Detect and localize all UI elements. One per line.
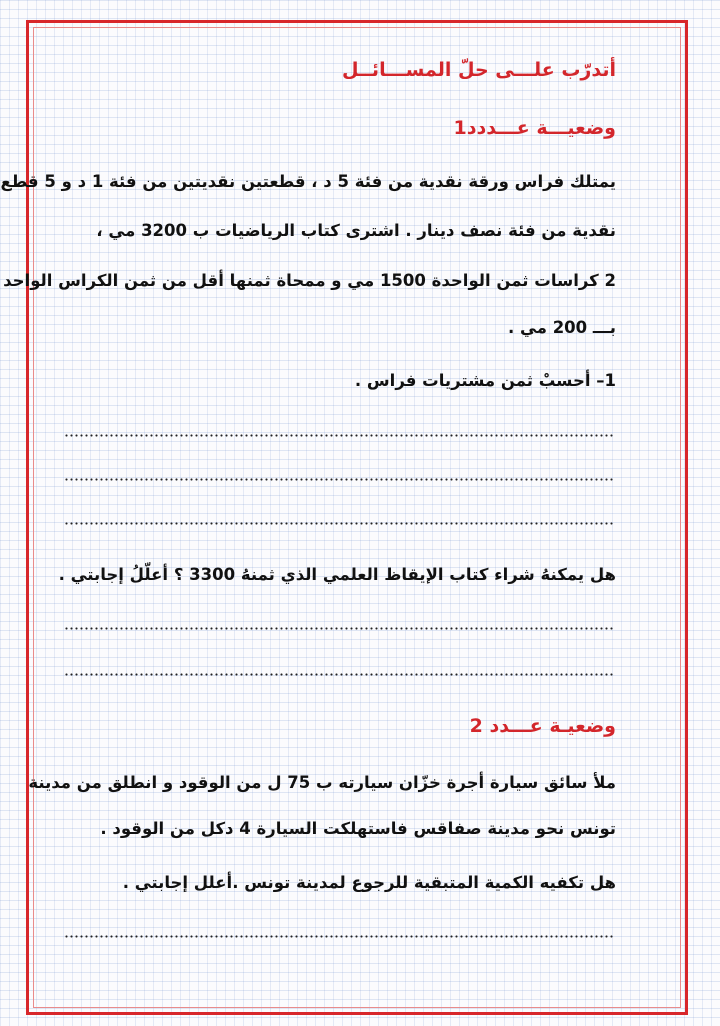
answer-line	[64, 478, 615, 481]
situation-2-line-1: ملأ سائق سيارة أجرة خزّان سيارته ب 75 ل من الوقود و انطلق من مدينة	[28, 773, 616, 792]
situation-1-line-4: بـــ 200 مي .	[508, 318, 616, 337]
situation-1-question-1: 1– أحسبْ ثمن مشتريات فراس .	[354, 371, 616, 390]
situation-1-line-3: 2 كراسات ثمن الواحدة 1500 مي و ممحاة ثمنها أقل من ثمن الكراس الواحد	[3, 271, 616, 290]
answer-line	[64, 935, 615, 938]
situation-1-title: وضعيـــة عـــددد1	[453, 117, 616, 139]
situation-2-title: وضعيـة عـــدد 2	[469, 715, 616, 737]
answer-line	[64, 627, 615, 630]
situation-2-line-2: تونس نحو مدينة صفاقس فاستهلكت السيارة 4 دكل من الوقود .	[100, 819, 616, 838]
answer-line	[64, 673, 615, 676]
answer-line	[64, 434, 615, 437]
situation-2-question: هل تكفيه الكمية المتبقية للرجوع لمدينة تونس .أعلل إجابتي .	[122, 873, 616, 892]
situation-1-question-2: هل يمكنهُ شراء كتاب الإيقاظ العلمي الذي ثمنهُ 3300 ؟ أعلّلُ إجابتي .	[58, 565, 616, 584]
answer-line	[64, 522, 615, 525]
situation-1-line-1: يمتلك فراس ورقة نقدية من فئة 5 د ، قطعتين نقديتين من فئة 1 د و 5 قطع	[0, 172, 616, 191]
situation-1-line-2: نقدية من فئة نصف دينار . اشترى كتاب الرياضيات ب 3200 مي ،	[96, 221, 616, 240]
page-title: أتدرّب علـــى حلّ المســـائــل	[341, 59, 616, 81]
